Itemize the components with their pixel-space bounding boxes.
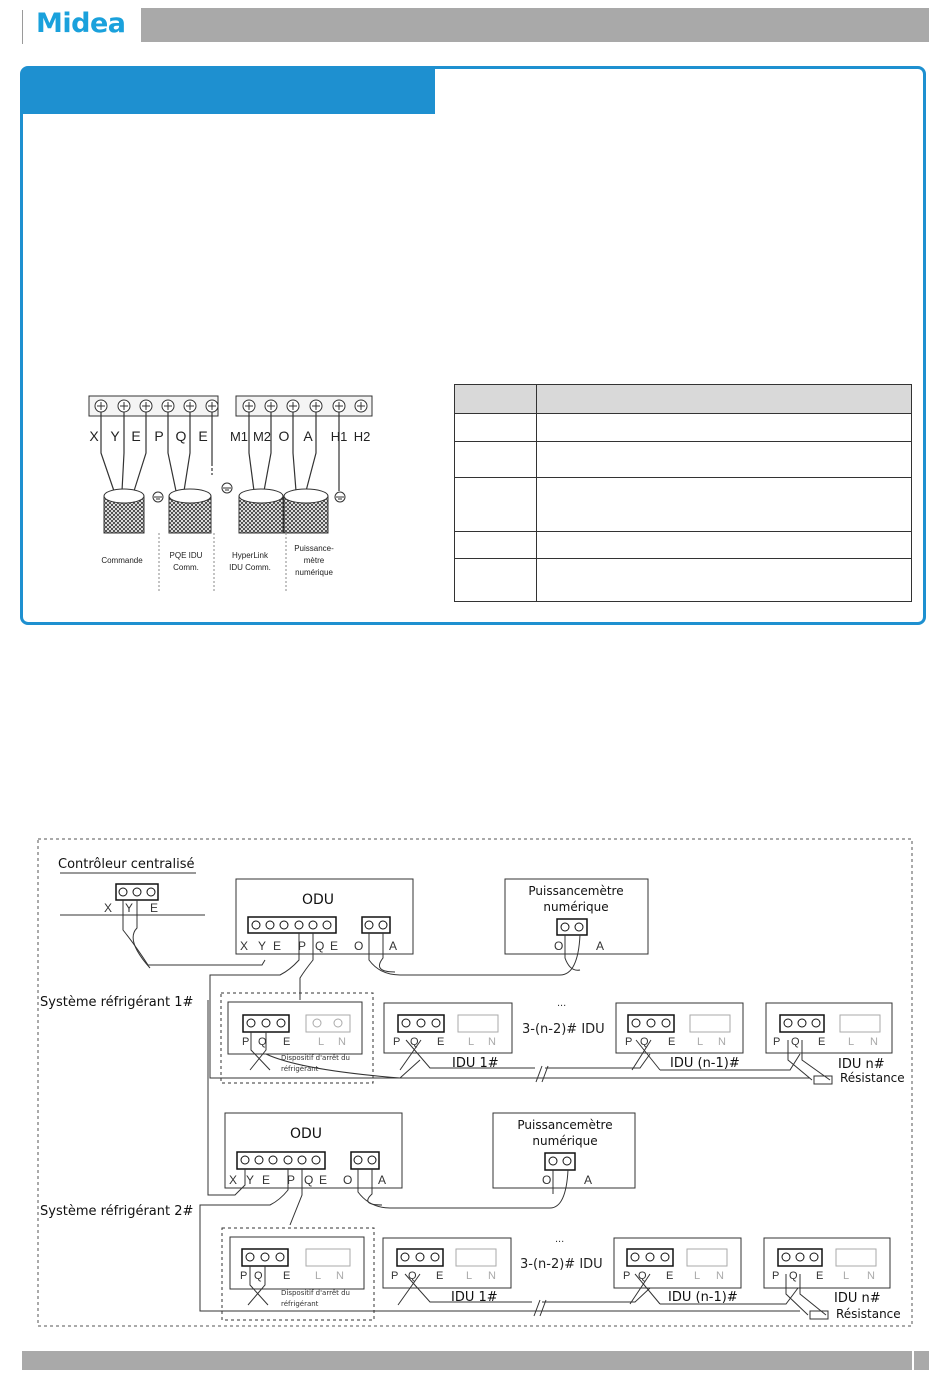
svg-text:Puissancemètre: Puissancemètre [517, 1118, 613, 1132]
svg-text:X: X [240, 939, 249, 953]
svg-text:Q: Q [410, 1036, 419, 1048]
svg-text:réfrigérant: réfrigérant [281, 1065, 319, 1073]
group-label-meter-line1: Puissance- [294, 544, 334, 553]
svg-text:IDU n#: IDU n# [834, 1291, 881, 1306]
terminal-h1: H1 [330, 429, 348, 444]
power-meter-2 [493, 1113, 635, 1188]
svg-text:L: L [468, 1036, 475, 1048]
svg-text:L: L [318, 1036, 325, 1048]
terminal-y: Y [110, 428, 120, 444]
svg-text:N: N [336, 1270, 344, 1282]
svg-text:L: L [694, 1270, 701, 1282]
svg-text:X: X [104, 901, 113, 915]
group-label-pqe-line1: PQE IDU [169, 551, 203, 560]
shutoff-device-1 [221, 993, 373, 1083]
svg-text:E: E [283, 1270, 291, 1282]
svg-text:E: E [816, 1270, 824, 1282]
group-label-hyperlink-line2: IDU Comm. [229, 563, 271, 572]
idu-n-sys2 [764, 1238, 901, 1321]
terminal-q: Q [175, 428, 187, 444]
svg-text:N: N [870, 1036, 878, 1048]
svg-text:P: P [623, 1270, 631, 1282]
table-row [455, 532, 912, 559]
svg-text:IDU n#: IDU n# [838, 1057, 885, 1072]
svg-text:N: N [716, 1270, 724, 1282]
svg-text:Y: Y [258, 939, 267, 953]
svg-text:Q: Q [408, 1270, 417, 1282]
svg-text:A: A [584, 1173, 593, 1187]
terminal-m2: M2 [252, 429, 272, 444]
logo-divider [22, 10, 23, 44]
terminal-h2: H2 [353, 429, 371, 444]
svg-text:A: A [389, 939, 398, 953]
svg-text:P: P [240, 1270, 248, 1282]
svg-text:E: E [262, 1173, 271, 1187]
svg-text:P: P [391, 1270, 399, 1282]
svg-text:Dispositif d'arrêt du: Dispositif d'arrêt du [281, 1054, 350, 1062]
svg-text:X: X [229, 1173, 238, 1187]
group-label-commande: Commande [101, 556, 143, 565]
svg-text:N: N [338, 1036, 346, 1048]
footer-bar-end [914, 1351, 929, 1370]
svg-text:E: E [330, 939, 339, 953]
system-2-label: Système réfrigérant 2# [40, 1204, 194, 1219]
svg-text:Q: Q [789, 1270, 798, 1282]
svg-text:Y: Y [125, 901, 134, 915]
svg-text:E: E [273, 939, 282, 953]
svg-text:Y: Y [246, 1173, 255, 1187]
svg-text:Q: Q [254, 1270, 263, 1282]
svg-text:L: L [843, 1270, 850, 1282]
svg-text:N: N [488, 1036, 496, 1048]
svg-text:numérique: numérique [532, 1134, 598, 1148]
table-row [455, 414, 912, 442]
svg-text:P: P [298, 939, 307, 953]
svg-text:L: L [315, 1270, 322, 1282]
table-row [455, 478, 912, 532]
table-row [455, 559, 912, 602]
svg-text:O: O [354, 939, 364, 953]
table-header-row [455, 385, 912, 414]
svg-text:L: L [848, 1036, 855, 1048]
svg-text:P: P [625, 1036, 633, 1048]
svg-text:Q: Q [791, 1036, 800, 1048]
svg-text:Q: Q [638, 1270, 647, 1282]
terminal-e: E [131, 428, 141, 444]
svg-text:P: P [287, 1173, 296, 1187]
svg-text:P: P [242, 1036, 250, 1048]
idu-n-1-sys1 [616, 1003, 743, 1071]
svg-text:IDU (n-1)#: IDU (n-1)# [668, 1290, 738, 1305]
svg-text:N: N [488, 1270, 496, 1282]
svg-text:Q: Q [304, 1173, 314, 1187]
table-row [455, 442, 912, 478]
svg-text:L: L [466, 1270, 473, 1282]
group-label-pqe-line2: Comm. [173, 563, 199, 572]
svg-text:A: A [596, 939, 605, 953]
terminal-a: A [303, 428, 313, 444]
group-label-meter-line3: numérique [295, 568, 333, 577]
svg-text:E: E [283, 1036, 291, 1048]
idu-1-sys2 [383, 1238, 511, 1305]
odu-1 [236, 879, 413, 954]
footer-bar [22, 1351, 912, 1370]
terminal-m1: M1 [229, 429, 249, 444]
svg-text:Q: Q [315, 939, 325, 953]
svg-text:O: O [542, 1173, 552, 1187]
svg-text:P: P [772, 1270, 780, 1282]
odu-2-label: ODU [290, 1126, 323, 1142]
controller-title: Contrôleur centralisé [58, 857, 195, 872]
header-bar [141, 8, 929, 42]
svg-text:N: N [867, 1270, 875, 1282]
svg-text:O: O [554, 939, 564, 953]
svg-text:A: A [378, 1173, 387, 1187]
svg-text:P: P [393, 1036, 401, 1048]
signals-table [454, 384, 912, 602]
idu-n-1-sys2 [614, 1238, 741, 1305]
svg-text:E: E [436, 1270, 444, 1282]
svg-text:N: N [718, 1036, 726, 1048]
svg-text:Dispositif d'arrêt du: Dispositif d'arrêt du [281, 1289, 350, 1297]
system-1-label: Système réfrigérant 1# [40, 995, 194, 1010]
resistor-label-1: Résistance [840, 1071, 905, 1085]
terminal-e2: E [198, 428, 208, 444]
svg-text:...: ... [557, 997, 567, 1009]
terminal-p: P [154, 428, 164, 444]
idu-n-sys1 [766, 1003, 905, 1085]
svg-text:Q: Q [640, 1036, 649, 1048]
mid-idu-label-1: 3-(n-2)# IDU [522, 1022, 605, 1037]
svg-text:Puissancemètre: Puissancemètre [528, 884, 624, 898]
svg-text:L: L [697, 1036, 704, 1048]
group-label-hyperlink-line1: HyperLink [231, 551, 269, 560]
shutoff-device-2 [222, 1228, 374, 1320]
svg-text:E: E [437, 1036, 445, 1048]
terminal-o: O [278, 428, 290, 444]
power-meter-1 [505, 879, 648, 954]
svg-text:E: E [666, 1270, 674, 1282]
svg-text:...: ... [555, 1233, 565, 1245]
svg-text:numérique: numérique [543, 900, 609, 914]
svg-text:Q: Q [258, 1036, 267, 1048]
mid-idu-label-2: 3-(n-2)# IDU [520, 1257, 603, 1272]
terminal-x: X [89, 428, 99, 444]
svg-text:E: E [150, 901, 159, 915]
controller-terminal-block [116, 884, 158, 900]
svg-text:IDU 1#: IDU 1# [451, 1290, 498, 1305]
svg-text:IDU 1#: IDU 1# [452, 1056, 499, 1071]
svg-text:O: O [343, 1173, 353, 1187]
idu-1-sys1 [384, 1003, 512, 1071]
svg-text:réfrigérant: réfrigérant [281, 1300, 319, 1308]
svg-text:IDU (n-1)#: IDU (n-1)# [670, 1056, 740, 1071]
svg-text:E: E [668, 1036, 676, 1048]
svg-text:P: P [773, 1036, 781, 1048]
svg-text:E: E [319, 1173, 328, 1187]
terminal-block-diagram [84, 393, 398, 593]
midea-logo: Midea [36, 8, 126, 39]
odu-1-label: ODU [302, 892, 335, 908]
wiring-schematic [0, 830, 950, 1330]
resistor-label-2: Résistance [836, 1307, 901, 1321]
section-title-tab [22, 69, 435, 114]
odu-2 [225, 1113, 402, 1188]
group-label-meter-line2: mètre [303, 556, 325, 565]
svg-text:E: E [818, 1036, 826, 1048]
